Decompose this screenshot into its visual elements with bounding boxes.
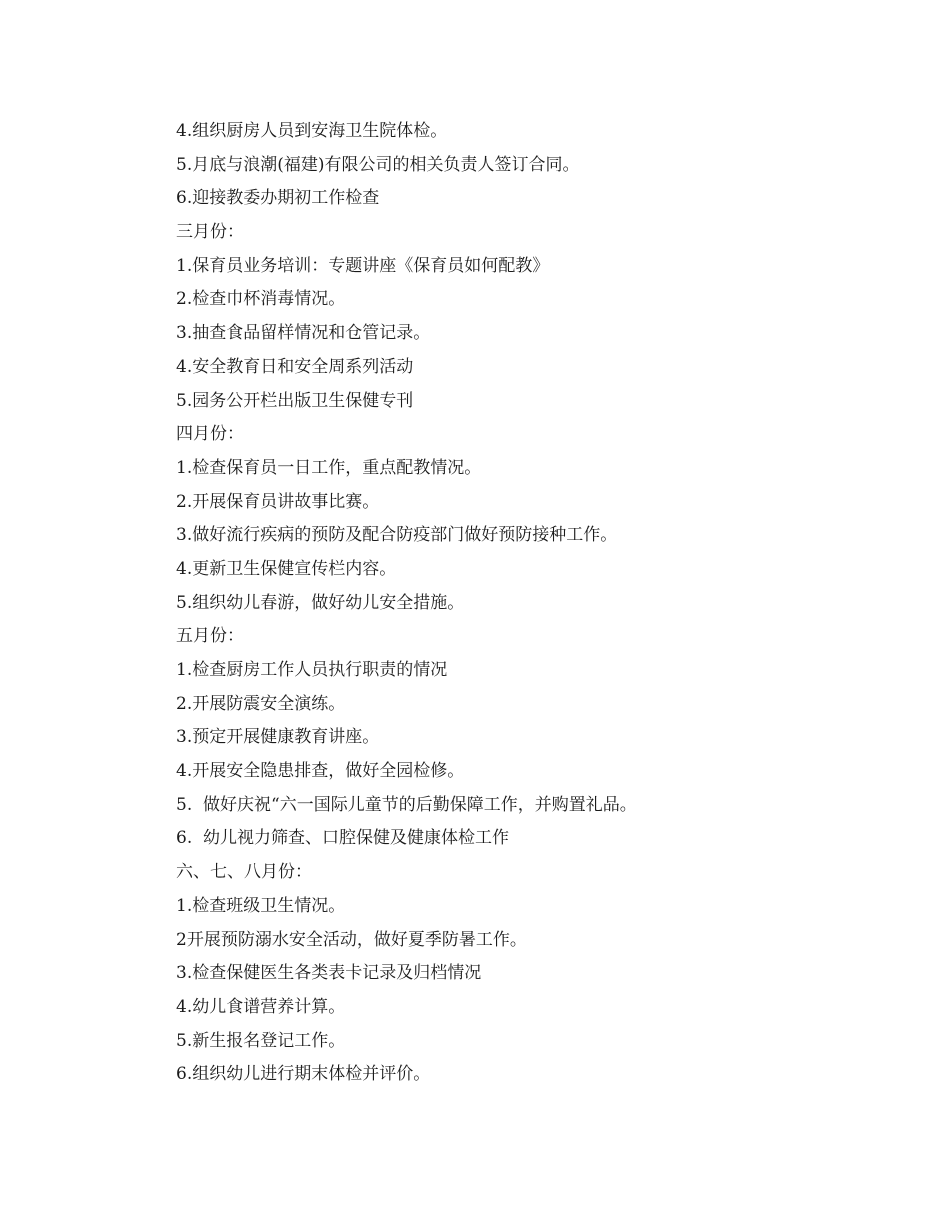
text-line: 1.检查保育员一日工作，重点配教情况。 xyxy=(176,457,482,478)
text-line: 5.园务公开栏出版卫生保健专刊 xyxy=(176,390,414,411)
text-line: 6. 幼儿视力筛查、口腔保健及健康体检工作 xyxy=(176,828,510,849)
text-line: 5.月底与浪潮(福建)有限公司的相关负责人签订合同。 xyxy=(176,154,580,175)
section-heading-march: 三月份： xyxy=(176,222,244,243)
text-line: 2.开展防震安全演练。 xyxy=(176,693,346,714)
text-line: 5.新生报名登记工作。 xyxy=(176,1030,346,1051)
text-line: 6.迎接教委办期初工作检查 xyxy=(176,188,380,209)
text-line: 1.保育员业务培训：专题讲座《保育员如何配教》 xyxy=(176,255,550,276)
text-line: 3.抽查食品留样情况和仓管记录。 xyxy=(176,323,431,344)
text-line: 2.开展保育员讲故事比赛。 xyxy=(176,491,380,512)
section-heading-april: 四月份： xyxy=(176,424,244,445)
text-line: 3.预定开展健康教育讲座。 xyxy=(176,727,380,748)
text-line: 5. 做好庆祝“六一国际儿童节的后勤保障工作，并购置礼品。 xyxy=(176,794,637,815)
text-line: 2.检查巾杯消毒情况。 xyxy=(176,289,346,310)
text-line: 3.检查保健医生各类表卡记录及归档情况 xyxy=(176,963,482,984)
text-line: 3.做好流行疾病的预防及配合防疫部门做好预防接种工作。 xyxy=(176,525,618,546)
text-line: 4.组织厨房人员到安海卫生院体检。 xyxy=(176,121,448,141)
text-line: 1.检查班级卫生情况。 xyxy=(176,895,346,916)
text-line: 5.组织幼儿春游，做好幼儿安全措施。 xyxy=(176,592,465,613)
text-line: 2开展预防溺水安全活动，做好夏季防暑工作。 xyxy=(176,929,527,950)
text-line: 4.开展安全隐患排查，做好全园检修。 xyxy=(176,761,465,782)
document-body xyxy=(176,115,876,1092)
text-line: 1.检查厨房工作人员执行职责的情况 xyxy=(176,660,448,680)
section-heading-may: 五月份： xyxy=(176,626,244,647)
text-line: 6.组织幼儿进行期末体检并评价。 xyxy=(176,1064,431,1085)
text-line: 4.安全教育日和安全周系列活动 xyxy=(176,356,414,377)
text-line: 4.幼儿食谱营养计算。 xyxy=(176,996,346,1017)
text-line: 4.更新卫生保健宣传栏内容。 xyxy=(176,558,397,579)
section-heading-june-august: 六、七、八月份： xyxy=(176,862,312,883)
